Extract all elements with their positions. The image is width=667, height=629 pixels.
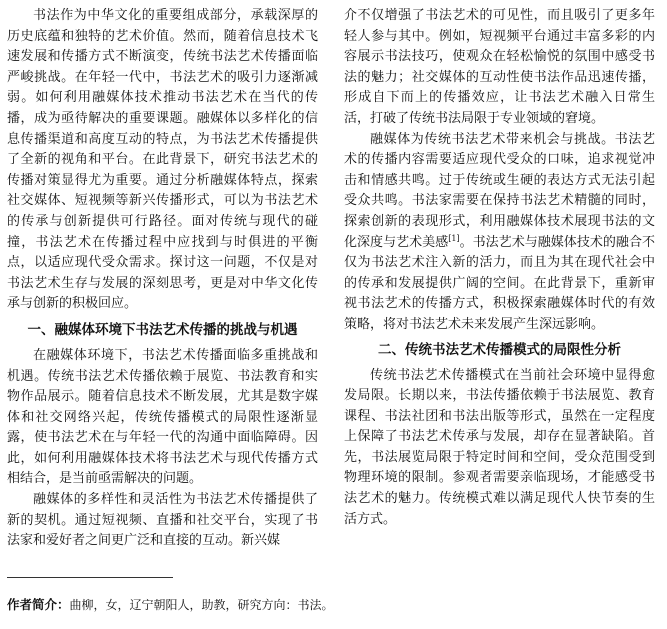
right-column (344, 6, 655, 530)
paragraph-text-part-b: 。书法艺术与融媒体技术的融合不仅为书法艺术注入新的活力，而且为其在现代社会中的传承和发展提供广阔的空间。在此背景下，重新审视书法艺术的传播方式，积极探索融媒体时代的有效策略，将对书法艺术未来发展产生深远影响。 (344, 234, 655, 332)
section-heading-1: 一、融媒体环境下书法艺术传播的挑战与机遇 (27, 321, 298, 338)
section1-paragraph-3 (344, 130, 655, 336)
left-column (7, 6, 318, 552)
footnote-label: 作者简介： (7, 597, 70, 612)
section-heading-2: 二、传统书法艺术传播模式的局限性分析 (378, 341, 621, 358)
section1-paragraph-2: 融媒体的多样性和灵活性为书法艺术传播提供了新的契机。通过短视频、直播和社交平台，实现了书法家和爱好者之间更广泛和直接的互动。新兴媒 (7, 492, 318, 549)
section1-paragraph-2-continued: 介不仅增强了书法艺术的可见性，而且吸引了更多年轻人参与其中。例如，短视频平台通过丰富多彩的内容展示书法技巧，使观众在轻松愉悦的氛围中感受书法的魅力；社交媒体的互动性使书法作品迅速传播，形成自下而上的传播效应，让书法艺术融入日常生活，打破了传统书法局限于专业领域的窘境。 (344, 8, 655, 126)
footnote-divider (7, 577, 173, 578)
author-footnote (7, 596, 647, 614)
intro-paragraph: 书法作为中华文化的重要组成部分，承载深厚的历史底蕴和独特的艺术价值。然而，随着信息技术飞速发展和传播方式不断演变，传统书法艺术传播面临严峻挑战。在年轻一代中，书法艺术的吸引力逐渐减弱。如何利用融媒体技术推动书法艺术在当代的传播，成为亟待解决的重要课题。融媒体以多样化的信息传播渠道和高度互动的特点，为书法艺术传播提供了全新的视角和平台。在此背景下，研究书法艺术的传播对策显得尤为重要。通过分析融媒体特点，探索社交媒体、短视频等新兴传播形式，可以为书法艺术的传承与创新提供可行路径。面对传统与现代的碰撞，书法艺术在传播过程中应找到与时俱进的平衡点，以适应现代受众需求。探讨这一问题，不仅是对书法艺术生存与发展的深刻思考，更是对中华文化传承与创新的积极回应。 (7, 8, 318, 312)
reference-marker: [1] (448, 233, 460, 243)
section2-paragraph-1: 传统书法艺术传播模式在当前社会环境中显得愈发局限。长期以来，书法传播依赖于书法展览、教育课程、书法社团和书法出版等形式，虽然在一定程度上保障了书法艺术传承与发展，却存在显著缺陷。首先，书法展览局限于特定时间和空间，受众范围受到物理环境的限制。参观者需要亲临现场，才能感受书法艺术的魅力。传统模式难以满足现代人快节奏的生活方式。 (344, 367, 655, 527)
section1-paragraph-1: 在融媒体环境下，书法艺术传播面临多重挑战和机遇。传统书法艺术传播依赖于展览、书法教育和实物作品展示。随着信息技术不断发展，尤其是数字媒体和社交网络兴起，传统传播模式的局限性逐渐显露，使书法艺术在与年轻一代的沟通中面临障碍。因此，如何利用融媒体技术将书法艺术与现代传播方式相结合，是当前亟需解决的问题。 (7, 347, 318, 487)
footnote-text: 曲柳，女，辽宁朝阳人，助教，研究方向：书法。 (69, 598, 334, 612)
paragraph-text-part-a: 融媒体为传统书法艺术带来机会与挑战。书法艺术的传播内容需要适应现代受众的口味，追求视觉冲击和情感共鸣。过于传统或生硬的表达方式无法引起受众共鸣。书法家需要在保持书法艺术精髓的同时，探索创新的表现形式，利用融媒体技术展现书法的文化深度与艺术美感 (344, 131, 655, 250)
